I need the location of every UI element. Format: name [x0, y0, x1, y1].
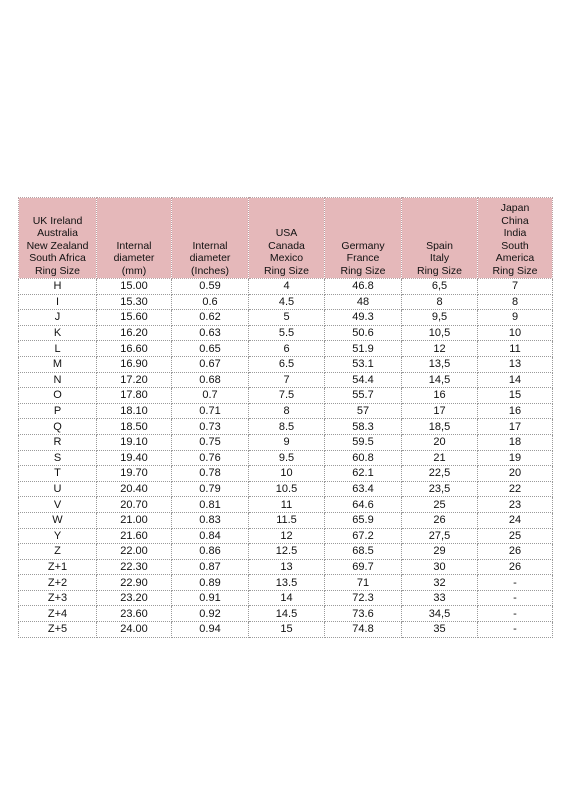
- cell-spain-size: 12: [402, 341, 478, 357]
- cell-diameter-inches: 0.6: [172, 294, 249, 310]
- cell-diameter-inches: 0.86: [172, 544, 249, 560]
- cell-germany-size: 49.3: [325, 310, 402, 326]
- cell-uk-size: P: [19, 403, 97, 419]
- cell-uk-size: V: [19, 497, 97, 513]
- cell-diameter-mm: 22.90: [97, 575, 172, 591]
- cell-diameter-inches: 0.59: [172, 279, 249, 295]
- cell-diameter-mm: 23.20: [97, 590, 172, 606]
- cell-uk-size: H: [19, 279, 97, 295]
- cell-germany-size: 48: [325, 294, 402, 310]
- header-line: Ring Size: [35, 264, 80, 277]
- cell-diameter-inches: 0.71: [172, 403, 249, 419]
- cell-uk-size: Z+5: [19, 622, 97, 638]
- cell-spain-size: 27,5: [402, 528, 478, 544]
- cell-germany-size: 74.8: [325, 622, 402, 638]
- cell-diameter-inches: 0.76: [172, 450, 249, 466]
- cell-spain-size: 25: [402, 497, 478, 513]
- cell-diameter-inches: 0.75: [172, 434, 249, 450]
- header-uk-size: [19, 198, 97, 279]
- cell-spain-size: 13,5: [402, 356, 478, 372]
- cell-japan-size: 7: [478, 279, 553, 295]
- header-line: Mexico: [269, 252, 304, 264]
- header-line: Spain: [426, 239, 453, 252]
- cell-spain-size: 30: [402, 559, 478, 575]
- cell-usa-size: 4: [249, 279, 325, 295]
- cell-uk-size: K: [19, 325, 97, 341]
- cell-diameter-mm: 18.10: [97, 403, 172, 419]
- cell-uk-size: U: [19, 481, 97, 497]
- cell-diameter-mm: 19.10: [97, 434, 172, 450]
- header-line: India: [503, 227, 527, 239]
- header-line: UK Ireland: [32, 214, 83, 227]
- cell-diameter-mm: 17.80: [97, 388, 172, 404]
- cell-diameter-mm: 20.40: [97, 481, 172, 497]
- cell-diameter-inches: 0.67: [172, 356, 249, 372]
- cell-usa-size: 7.5: [249, 388, 325, 404]
- cell-usa-size: 15: [249, 622, 325, 638]
- header-line: Ring Size: [492, 264, 538, 277]
- cell-usa-size: 11: [249, 497, 325, 513]
- table-row: [19, 356, 553, 372]
- cell-diameter-mm: 16.60: [97, 341, 172, 357]
- table-body: [19, 279, 553, 638]
- cell-spain-size: 34,5: [402, 606, 478, 622]
- cell-usa-size: 13: [249, 559, 325, 575]
- cell-uk-size: O: [19, 388, 97, 404]
- header-diameter-inches: [172, 198, 249, 279]
- cell-diameter-mm: 15.60: [97, 310, 172, 326]
- cell-japan-size: 26: [478, 559, 553, 575]
- header-line: France: [346, 252, 380, 264]
- cell-diameter-inches: 0.94: [172, 622, 249, 638]
- cell-diameter-mm: 15.30: [97, 294, 172, 310]
- cell-germany-size: 65.9: [325, 512, 402, 528]
- cell-japan-size: 25: [478, 528, 553, 544]
- cell-japan-size: 22: [478, 481, 553, 497]
- cell-diameter-inches: 0.62: [172, 310, 249, 326]
- cell-diameter-inches: 0.63: [172, 325, 249, 341]
- cell-usa-size: 11.5: [249, 512, 325, 528]
- cell-diameter-inches: 0.84: [172, 528, 249, 544]
- cell-uk-size: L: [19, 341, 97, 357]
- cell-uk-size: Z+1: [19, 559, 97, 575]
- cell-spain-size: 17: [402, 403, 478, 419]
- cell-uk-size: N: [19, 372, 97, 388]
- cell-germany-size: 46.8: [325, 279, 402, 295]
- cell-japan-size: 19: [478, 450, 553, 466]
- cell-spain-size: 32: [402, 575, 478, 591]
- cell-spain-size: 16: [402, 388, 478, 404]
- cell-spain-size: 6,5: [402, 279, 478, 295]
- table-row: [19, 481, 553, 497]
- cell-spain-size: 9,5: [402, 310, 478, 326]
- table-row: [19, 606, 553, 622]
- cell-uk-size: S: [19, 450, 97, 466]
- header-line: diameter: [189, 252, 231, 264]
- cell-germany-size: 53.1: [325, 356, 402, 372]
- cell-japan-size: 20: [478, 466, 553, 482]
- table-row: [19, 403, 553, 419]
- cell-uk-size: R: [19, 434, 97, 450]
- cell-diameter-mm: 18.50: [97, 419, 172, 435]
- cell-japan-size: 14: [478, 372, 553, 388]
- cell-diameter-inches: 0.73: [172, 419, 249, 435]
- cell-germany-size: 62.1: [325, 466, 402, 482]
- cell-germany-size: 55.7: [325, 388, 402, 404]
- table-row: [19, 528, 553, 544]
- cell-spain-size: 26: [402, 512, 478, 528]
- cell-japan-size: -: [478, 622, 553, 638]
- table-row: [19, 559, 553, 575]
- table-row: [19, 372, 553, 388]
- cell-germany-size: 72.3: [325, 590, 402, 606]
- cell-usa-size: 6.5: [249, 356, 325, 372]
- cell-spain-size: 33: [402, 590, 478, 606]
- cell-diameter-mm: 15.00: [97, 279, 172, 295]
- cell-usa-size: 7: [249, 372, 325, 388]
- cell-germany-size: 59.5: [325, 434, 402, 450]
- cell-spain-size: 8: [402, 294, 478, 310]
- cell-diameter-mm: 19.70: [97, 466, 172, 482]
- table-row: [19, 341, 553, 357]
- cell-germany-size: 68.5: [325, 544, 402, 560]
- cell-japan-size: 8: [478, 294, 553, 310]
- cell-germany-size: 51.9: [325, 341, 402, 357]
- cell-germany-size: 57: [325, 403, 402, 419]
- cell-japan-size: -: [478, 606, 553, 622]
- cell-japan-size: 9: [478, 310, 553, 326]
- cell-usa-size: 13.5: [249, 575, 325, 591]
- cell-usa-size: 8: [249, 403, 325, 419]
- table-row: [19, 419, 553, 435]
- header-line: Canada: [268, 239, 305, 252]
- cell-diameter-inches: 0.87: [172, 559, 249, 575]
- ring-size-table: [18, 197, 553, 638]
- cell-diameter-inches: 0.92: [172, 606, 249, 622]
- header-line: Ring Size: [417, 264, 462, 277]
- cell-uk-size: Z+4: [19, 606, 97, 622]
- cell-diameter-inches: 0.81: [172, 497, 249, 513]
- cell-japan-size: 13: [478, 356, 553, 372]
- cell-diameter-mm: 22.30: [97, 559, 172, 575]
- cell-usa-size: 9: [249, 434, 325, 450]
- header-line: America: [495, 252, 535, 264]
- table-row: [19, 434, 553, 450]
- cell-spain-size: 29: [402, 544, 478, 560]
- table-row: [19, 544, 553, 560]
- cell-diameter-mm: 24.00: [97, 622, 172, 638]
- table-row: [19, 512, 553, 528]
- cell-germany-size: 63.4: [325, 481, 402, 497]
- cell-japan-size: 18: [478, 434, 553, 450]
- cell-japan-size: 11: [478, 341, 553, 357]
- cell-uk-size: Y: [19, 528, 97, 544]
- cell-germany-size: 67.2: [325, 528, 402, 544]
- header-line: Internal: [116, 239, 152, 252]
- cell-japan-size: 24: [478, 512, 553, 528]
- cell-germany-size: 60.8: [325, 450, 402, 466]
- cell-diameter-mm: 22.00: [97, 544, 172, 560]
- cell-usa-size: 4.5: [249, 294, 325, 310]
- header-line: Ring Size: [340, 264, 386, 277]
- table-row: [19, 622, 553, 638]
- table-row: [19, 575, 553, 591]
- table-row: [19, 450, 553, 466]
- cell-usa-size: 6: [249, 341, 325, 357]
- cell-diameter-mm: 23.60: [97, 606, 172, 622]
- cell-uk-size: W: [19, 512, 97, 528]
- cell-spain-size: 35: [402, 622, 478, 638]
- cell-germany-size: 69.7: [325, 559, 402, 575]
- header-japan-size: [478, 198, 553, 279]
- cell-japan-size: 16: [478, 403, 553, 419]
- cell-spain-size: 10,5: [402, 325, 478, 341]
- cell-germany-size: 54.4: [325, 372, 402, 388]
- table-row: [19, 497, 553, 513]
- cell-diameter-mm: 20.70: [97, 497, 172, 513]
- cell-usa-size: 14.5: [249, 606, 325, 622]
- cell-diameter-mm: 19.40: [97, 450, 172, 466]
- cell-usa-size: 12: [249, 528, 325, 544]
- cell-diameter-mm: 16.20: [97, 325, 172, 341]
- cell-japan-size: -: [478, 575, 553, 591]
- table-row: [19, 325, 553, 341]
- cell-uk-size: M: [19, 356, 97, 372]
- cell-spain-size: 14,5: [402, 372, 478, 388]
- cell-usa-size: 5: [249, 310, 325, 326]
- cell-uk-size: J: [19, 310, 97, 326]
- table-row: [19, 294, 553, 310]
- cell-usa-size: 8.5: [249, 419, 325, 435]
- cell-diameter-inches: 0.68: [172, 372, 249, 388]
- table-row: [19, 388, 553, 404]
- cell-diameter-inches: 0.79: [172, 481, 249, 497]
- cell-usa-size: 5.5: [249, 325, 325, 341]
- cell-uk-size: Z: [19, 544, 97, 560]
- cell-usa-size: 12.5: [249, 544, 325, 560]
- cell-usa-size: 10: [249, 466, 325, 482]
- cell-usa-size: 14: [249, 590, 325, 606]
- cell-diameter-mm: 17.20: [97, 372, 172, 388]
- header-germany-size: [325, 198, 402, 279]
- cell-diameter-inches: 0.78: [172, 466, 249, 482]
- cell-uk-size: I: [19, 294, 97, 310]
- header-line: Japan: [500, 202, 530, 214]
- cell-germany-size: 73.6: [325, 606, 402, 622]
- cell-japan-size: 15: [478, 388, 553, 404]
- cell-usa-size: 10.5: [249, 481, 325, 497]
- header-line: Italy: [429, 252, 450, 264]
- header-row: [19, 198, 553, 279]
- cell-japan-size: -: [478, 590, 553, 606]
- header-line: Ring Size: [264, 264, 309, 277]
- table-row: [19, 590, 553, 606]
- header-spain-size: [402, 198, 478, 279]
- cell-germany-size: 50.6: [325, 325, 402, 341]
- cell-uk-size: Q: [19, 419, 97, 435]
- header-diameter-mm: [97, 198, 172, 279]
- cell-japan-size: 10: [478, 325, 553, 341]
- header-line: South: [501, 239, 529, 252]
- cell-uk-size: Z+3: [19, 590, 97, 606]
- header-line: New Zealand: [26, 239, 89, 252]
- cell-diameter-mm: 21.00: [97, 512, 172, 528]
- cell-spain-size: 23,5: [402, 481, 478, 497]
- cell-diameter-mm: 16.90: [97, 356, 172, 372]
- cell-uk-size: T: [19, 466, 97, 482]
- cell-uk-size: Z+2: [19, 575, 97, 591]
- header-line: (Inches): [191, 264, 229, 277]
- cell-diameter-inches: 0.65: [172, 341, 249, 357]
- cell-spain-size: 18,5: [402, 419, 478, 435]
- header-line: China: [501, 214, 529, 227]
- header-line: USA: [275, 227, 298, 239]
- cell-diameter-inches: 0.7: [172, 388, 249, 404]
- cell-usa-size: 9.5: [249, 450, 325, 466]
- header-line: Australia: [37, 227, 78, 239]
- header-line: (mm): [121, 264, 147, 277]
- cell-spain-size: 22,5: [402, 466, 478, 482]
- header-usa-size: [249, 198, 325, 279]
- cell-diameter-inches: 0.91: [172, 590, 249, 606]
- cell-spain-size: 21: [402, 450, 478, 466]
- table-row: [19, 466, 553, 482]
- cell-japan-size: 17: [478, 419, 553, 435]
- cell-diameter-inches: 0.83: [172, 512, 249, 528]
- cell-japan-size: 23: [478, 497, 553, 513]
- cell-japan-size: 26: [478, 544, 553, 560]
- header-line: Internal: [192, 239, 228, 252]
- table-row: [19, 279, 553, 295]
- cell-diameter-inches: 0.89: [172, 575, 249, 591]
- header-line: Germany: [341, 239, 385, 252]
- cell-germany-size: 58.3: [325, 419, 402, 435]
- header-line: diameter: [113, 252, 155, 264]
- cell-germany-size: 64.6: [325, 497, 402, 513]
- header-line: South Africa: [29, 252, 86, 264]
- cell-diameter-mm: 21.60: [97, 528, 172, 544]
- cell-germany-size: 71: [325, 575, 402, 591]
- table-row: [19, 310, 553, 326]
- cell-spain-size: 20: [402, 434, 478, 450]
